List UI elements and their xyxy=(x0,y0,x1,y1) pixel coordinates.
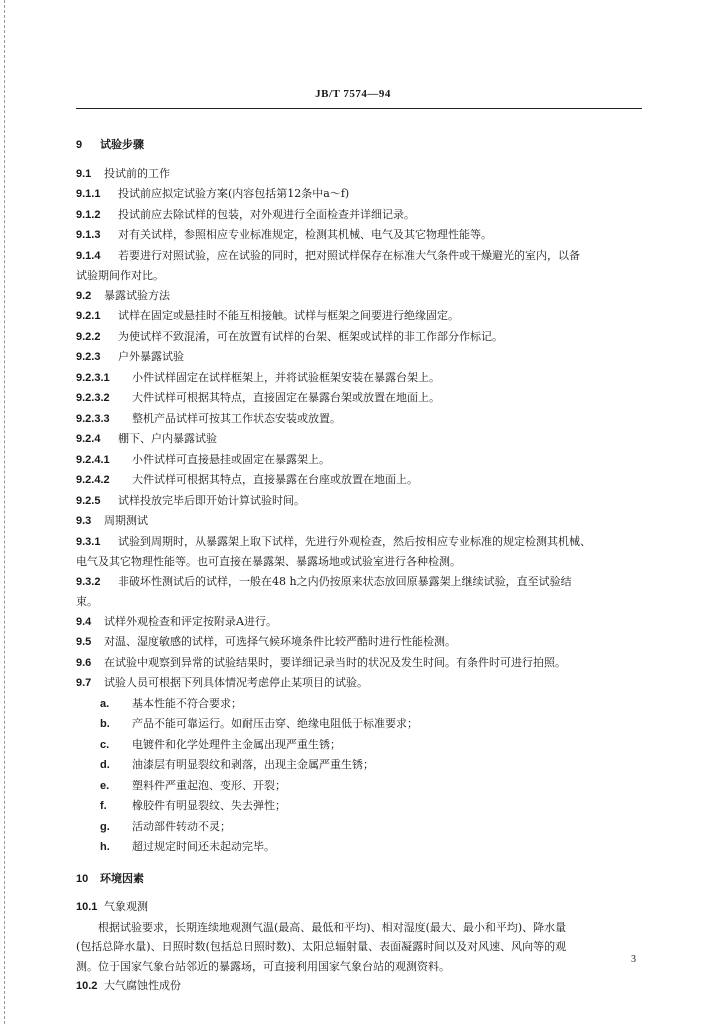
clause-number: 9.7 xyxy=(76,677,92,689)
list-item-letter: h. xyxy=(100,841,110,853)
clause-text: 小件试样可直接悬挂或固定在暴露架上。 xyxy=(132,452,330,466)
text-line xyxy=(76,817,646,838)
clause-number: 9.6 xyxy=(76,656,92,669)
clause-text: 橡胶件有明显裂纹、失去弹性； xyxy=(132,799,286,812)
text-line xyxy=(76,612,646,633)
text-line xyxy=(76,205,646,226)
clause-text: 试样外观检查和评定按附录A进行。 xyxy=(104,614,277,628)
clause-number: 9.1.3 xyxy=(76,229,101,241)
text-line xyxy=(76,388,646,409)
clause-number: 9.1.2 xyxy=(76,208,101,221)
clause-number: 9.2.5 xyxy=(76,494,101,507)
clause-text: 试样在固定或悬挂时不能互相接触。试样与框架之间要进行绝缘固定。 xyxy=(118,309,459,322)
clause-number: 10.2 xyxy=(76,980,98,992)
page-number: 3 xyxy=(631,954,636,965)
text-line xyxy=(76,306,646,327)
text-line xyxy=(76,735,646,756)
clause-number: 9.4 xyxy=(76,615,92,628)
text-line xyxy=(76,592,646,612)
clause-text: 塑料件严重起泡、变形、开裂； xyxy=(132,778,286,792)
text-line xyxy=(76,957,646,977)
clause-text: 电气及其它物理性能等。也可直接在暴露架、暴露场地或试验室进行各种检测。 xyxy=(76,555,461,568)
text-line xyxy=(76,552,646,572)
clause-number: 9.2.3.3 xyxy=(76,412,110,425)
text-line xyxy=(76,632,646,653)
text-line xyxy=(76,130,646,160)
text-line xyxy=(76,897,646,918)
clause-text: 投试前应去除试样的包装，对外观进行全面检查并详细记录。 xyxy=(118,207,415,221)
clause-text: 大气腐蚀性成份 xyxy=(104,979,181,992)
clause-text: 试验人员可根据下列具体情况考虑停止某项目的试验。 xyxy=(104,676,368,689)
standard-code-header: JB/T 7574—94 xyxy=(315,88,391,100)
list-item-letter: e. xyxy=(100,779,110,792)
text-line xyxy=(76,937,646,957)
clause-text: 小件试样固定在试样框架上，并将试验框架安装在暴露台架上。 xyxy=(132,370,440,384)
clause-number: 10.1 xyxy=(76,901,98,913)
text-line xyxy=(76,266,646,286)
clause-number: 9 xyxy=(76,139,83,151)
clause-number: 9.2.4.2 xyxy=(76,474,110,486)
text-line xyxy=(76,327,646,348)
list-item-letter: d. xyxy=(100,759,110,771)
clause-text: 产品不能可靠运行。如耐压击穿、绝缘电阻低于标准要求； xyxy=(132,717,418,730)
clause-number: 9.2.3 xyxy=(76,351,101,363)
text-line xyxy=(76,368,646,389)
clause-text: 环境因素 xyxy=(100,871,144,885)
clause-text: (包括总降水量)、日照时数(包括总日照时数)、太阳总辐射量、表面凝露时间以及对风速、风向等的观 xyxy=(76,940,567,953)
text-line xyxy=(76,837,646,858)
clause-text: 大件试样可根据其特点，直接暴露在台座或放置在地面上。 xyxy=(132,473,418,486)
clause-text: 投试前的工作 xyxy=(104,166,170,180)
text-line xyxy=(76,164,646,185)
clause-text: 测。位于国家气象台站邻近的暴露场，可直接利用国家气象台站的观测资料。 xyxy=(76,959,450,973)
header-rule xyxy=(76,108,642,109)
text-line xyxy=(76,714,646,735)
clause-number: 9.2.3.1 xyxy=(76,371,110,384)
clause-text: 试验步骤 xyxy=(100,138,144,151)
text-line xyxy=(76,796,646,817)
text-line xyxy=(76,286,646,307)
clause-number: 9.3.2 xyxy=(76,575,101,588)
text-line xyxy=(76,225,646,246)
clause-number: 9.3.1 xyxy=(76,535,101,548)
text-line xyxy=(76,429,646,450)
clause-text: 投试前应拟定试验方案(内容包括第12条中a～f) xyxy=(118,187,350,200)
text-line xyxy=(76,918,646,938)
text-line xyxy=(76,755,646,776)
text-line xyxy=(76,776,646,797)
clause-text: 油漆层有明显裂纹和剥落，出现主金属严重生锈； xyxy=(132,758,374,771)
list-item-letter: c. xyxy=(100,738,110,751)
clause-text: 在试验中观察到异常的试验结果时，要详细记录当时的状况及发生时间。有条件时可进行拍照。 xyxy=(104,655,566,669)
text-line xyxy=(76,491,646,512)
text-line xyxy=(76,532,646,553)
text-line xyxy=(76,511,646,532)
clause-text: 超过规定时间还未起动完毕。 xyxy=(132,840,275,853)
text-line xyxy=(76,184,646,205)
text-line xyxy=(76,572,646,593)
clause-number: 9.2 xyxy=(76,289,92,302)
clause-text: 为使试样不致混淆，可在放置有试样的台架、框架或试样的非工作部分作标记。 xyxy=(118,329,503,343)
text-line xyxy=(76,864,646,894)
clause-number: 9.2.4.1 xyxy=(76,453,110,466)
clause-number: 10 xyxy=(76,872,89,885)
clause-text: 暴露试验方法 xyxy=(104,288,170,302)
text-line xyxy=(76,246,646,267)
list-item-letter: b. xyxy=(100,718,110,730)
list-item-letter: f. xyxy=(100,800,107,812)
text-line xyxy=(76,653,646,674)
clause-text: 试验到周期时，从暴露架上取下试样，先进行外观检查，然后按相应专业标准的规定检测其机械、 xyxy=(118,534,591,548)
text-line xyxy=(76,470,646,491)
scan-edge xyxy=(4,0,6,1024)
clause-number: 9.1.4 xyxy=(76,249,101,262)
clause-text: 根据试验要求，长期连续地观测气温(最高、最低和平均)、相对湿度(最大、最小和平均)、降水量 xyxy=(98,920,567,934)
document-body xyxy=(76,124,646,997)
clause-number: 9.2.3.2 xyxy=(76,392,110,404)
clause-text: 活动部件转动不灵； xyxy=(132,819,231,833)
text-line xyxy=(76,450,646,471)
clause-text: 若要进行对照试验，应在试验的同时，把对照试样保存在标准大气条件或干燥避光的室内，以备 xyxy=(118,248,580,262)
clause-text: 试样投放完毕后即开始计算试验时间。 xyxy=(118,493,305,507)
clause-text: 电镀件和化学处理件主金属出现严重生锈； xyxy=(132,737,341,751)
clause-text: 非破坏性测试后的试样，一般在48 h之内仍按原来状态放回原暴露架上继续试验，直至试验结 xyxy=(118,574,572,588)
text-line xyxy=(76,409,646,430)
clause-text: 周期测试 xyxy=(104,514,148,527)
clause-text: 试验期间作对比。 xyxy=(76,269,164,282)
clause-number: 9.2.4 xyxy=(76,433,101,445)
clause-text: 大件试样可根据其特点，直接固定在暴露台架或放置在地面上。 xyxy=(132,391,440,404)
clause-text: 对有关试样，参照相应专业标准规定，检测其机械、电气及其它物理性能等。 xyxy=(118,228,492,241)
text-line xyxy=(76,347,646,368)
clause-number: 9.2.2 xyxy=(76,330,101,343)
text-line xyxy=(76,694,646,715)
clause-text: 气象观测 xyxy=(104,900,148,913)
clause-number: 9.1.1 xyxy=(76,188,101,200)
list-item-letter: g. xyxy=(100,820,110,833)
clause-number: 9.3 xyxy=(76,515,92,527)
clause-number: 9.2.1 xyxy=(76,310,101,322)
text-line xyxy=(76,673,646,694)
clause-text: 对温、湿度敏感的试样，可选择气候环境条件比较严酷时进行性能检测。 xyxy=(104,635,456,648)
clause-text: 基本性能不符合要求； xyxy=(132,696,242,710)
clause-text: 整机产品试样可按其工作状态安装或放置。 xyxy=(132,411,341,425)
clause-number: 9.1 xyxy=(76,167,92,180)
clause-text: 户外暴露试验 xyxy=(118,350,184,363)
clause-number: 9.5 xyxy=(76,636,92,648)
clause-text: 束。 xyxy=(76,595,98,608)
text-line xyxy=(76,976,646,997)
list-item-letter: a. xyxy=(100,697,110,710)
clause-text: 棚下、户内暴露试验 xyxy=(118,432,217,445)
